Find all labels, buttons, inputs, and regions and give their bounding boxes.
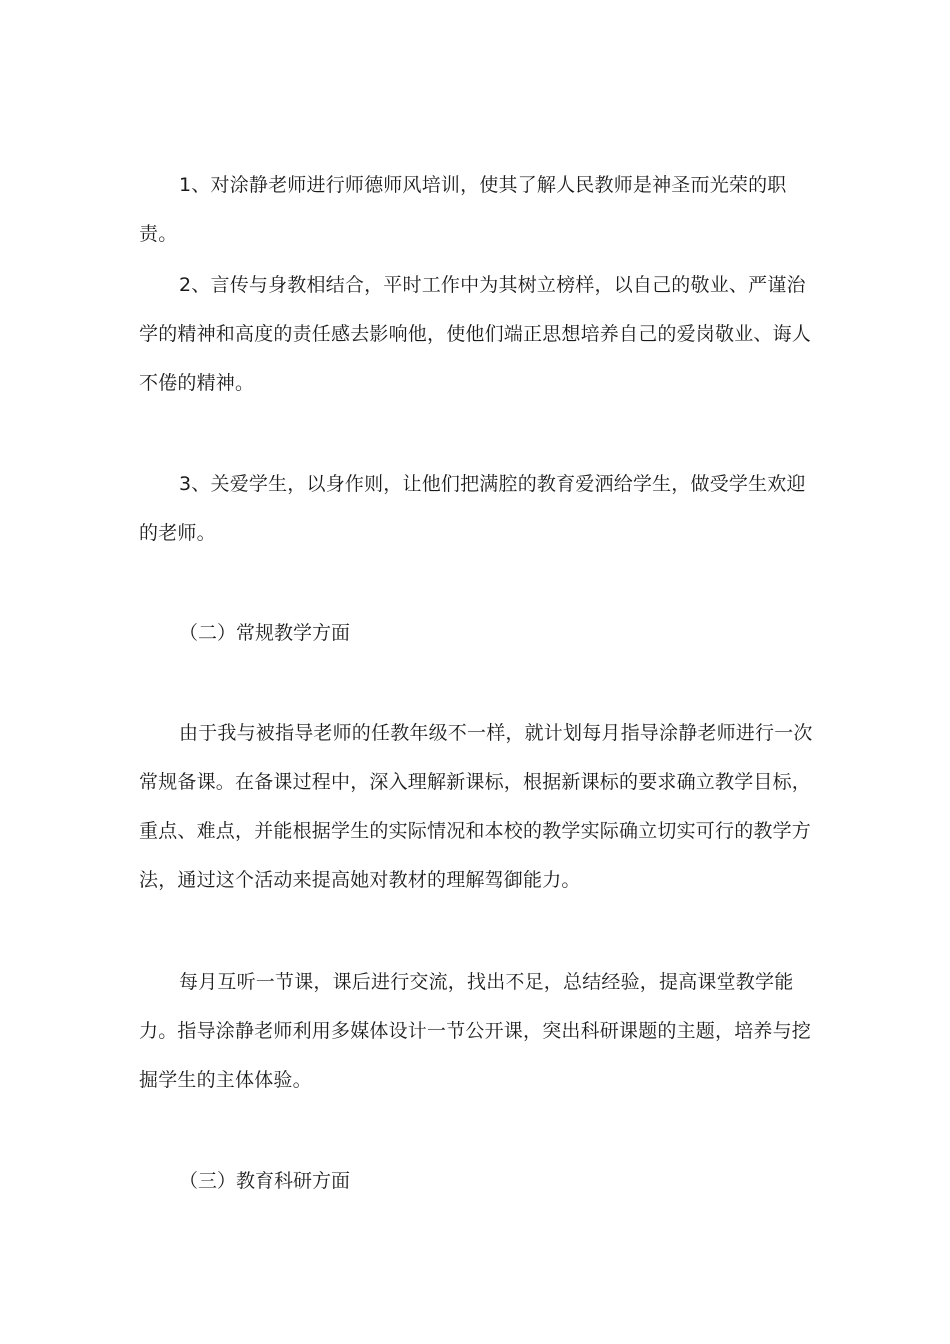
section-heading-3: （三）教育科研方面 (179, 1170, 351, 1192)
paragraph-5: 每月互听一节课，课后进行交流，找出不足，总结经验，提高课堂教学能力。指导涂静老师利用多媒体设计一节公开课，突出科研课题的主题，培养与挖掘学生的主体体验。 (139, 971, 812, 1091)
paragraph-2: 2、言传与身教相结合，平时工作中为其树立榜样，以自己的敬业、严谨治学的精神和高度的责任感去影响他，使他们端正思想培养自己的爱岗敬业、诲人不倦的精神。 (139, 274, 812, 394)
paragraph-3: 3、关爱学生，以身作则，让他们把满腔的教育爱洒给学生，做受学生欢迎的老师。 (139, 473, 806, 544)
paragraph-4: 由于我与被指导老师的任教年级不一样，就计划每月指导涂静老师进行一次常规备课。在备课过程中，深入理解新课标，根据新课标的要求确立教学目标，重点、难点，并能根据学生的实际情况和本校的教学实际确立切实可行的教学方法，通过这个活动来提高她对教材的理解驾御能力。 (139, 722, 813, 891)
section-heading-2: （二）常规教学方面 (179, 622, 351, 644)
paragraph-1: 1、对涂静老师进行师德师风培训，使其了解人民教师是神圣而光荣的职责。 (139, 174, 787, 245)
